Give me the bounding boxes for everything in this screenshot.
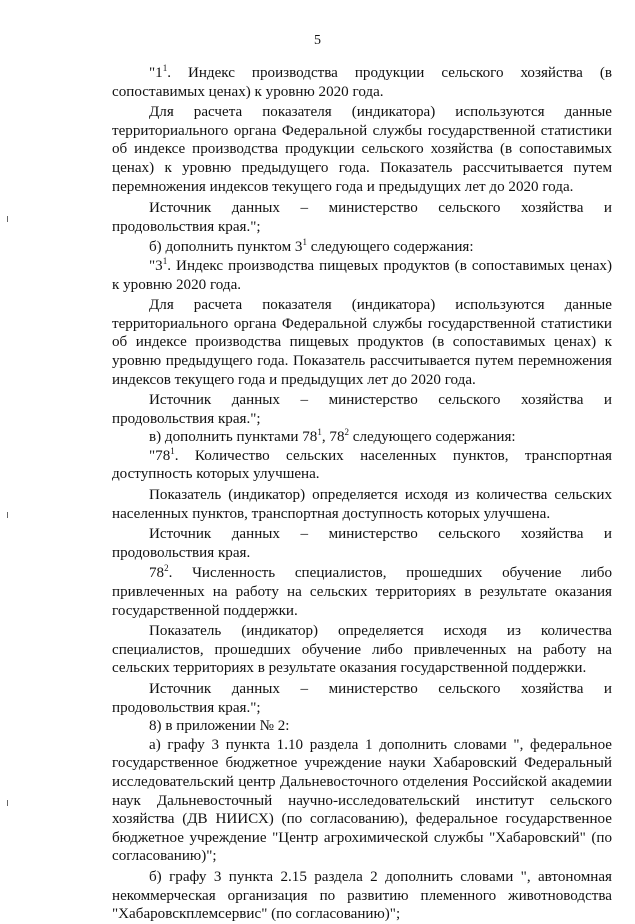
paragraph-amendment-c: в) дополнить пунктами $78^1$, $78^2$ следующего содержания: [149,427,516,446]
paragraph-appendix-2-a: а) графу 3 пункта 1.10 раздела 1 дополнить словами ", федеральное государственное бюджетное учреждение науки Хабаровский Федеральный исследовательский центр Дальневосточного отделения Российской академии наук Дальневосточный научно-исследовательский институт сельского хозяйства (ДВ НИИСХ) (по согласованию), федеральное государственное бюджетное учреждение "Центр агрохимической службы "Хабаровский" (по согласованию)"; [112,736,612,865]
paragraph-item-1-source: Источник данных – министерство сельского хозяйства и продовольствия края."; [112,200,612,235]
document-body [112,64,612,924]
paragraph-item-1-title: "$1^1$. Индекс производства продукции сельского хозяйства (в сопоставимых ценах) к уровню 2020 года. [112,63,612,100]
paragraph-item-3-source: Источник данных – министерство сельского хозяйства и продовольствия края."; [112,392,612,427]
paragraph-item-1-method: Для расчета показателя (индикатора) используются данные территориального органа Федеральной службы государственной статистики об индексе производства продукции сельского хозяйства (в сопоставимых ценах) к уровню предыдущего года. Показатель рассчитывается путем перемножения индексов текущего года и предыдущих лет до 2020 года. [112,104,612,195]
paragraph-appendix-2-b: б) графу 3 пункта 2.15 раздела 2 дополнить словами ", автономная некоммерческая организация по развитию племенного животноводства "Хабаровскплемсервис" (по согласованию)"; [112,868,612,923]
margin-mark [7,800,8,806]
paragraph-appendix-2: 8) в приложении № 2: [149,718,290,735]
paragraph-item-78-1-source: Источник данных – министерство сельского хозяйства и продовольствия края. [112,526,612,561]
paragraph-item-78-2-title: $78^2$. Численность специалистов, прошедших обучение либо привлеченных на работу на сельских территориях в результате оказания государственной поддержки. [112,563,612,619]
paragraph-item-78-2-method: Показатель (индикатор) определяется исходя из количества специалистов, прошедших обучение либо привлеченных на работу на сельских территориях в результате оказания государственной поддержки. [112,623,612,677]
paragraph-item-78-1-method: Показатель (индикатор) определяется исходя из количества сельских населенных пунктов, транспортная доступность которых улучшена. [112,487,612,522]
margin-mark [7,512,8,518]
paragraph-item-3-title: "$3^1$. Индекс производства пищевых продуктов (в сопоставимых ценах) к уровню 2020 года. [112,255,612,293]
paragraph-item-78-1-title: "$78^1$. Количество сельских населенных пунктов, транспортная доступность которых улучшена. [112,445,612,483]
margin-mark [7,216,8,222]
page-number: 5 [314,33,321,48]
paragraph-amendment-b: б) дополнить пунктом $3^1$ следующего содержания: [149,237,474,256]
paragraph-item-3-method: Для расчета показателя (индикатора) используются данные территориального органа Федеральной службы государственной статистики об индексе производства пищевых продуктов (в сопоставимых ценах) к уровню предыдущего года. Показатель рассчитывается путем перемножения индексов текущего года и предыдущих лет до 2020 года. [112,297,612,388]
paragraph-item-78-2-source: Источник данных – министерство сельского хозяйства и продовольствия края."; [112,681,612,716]
